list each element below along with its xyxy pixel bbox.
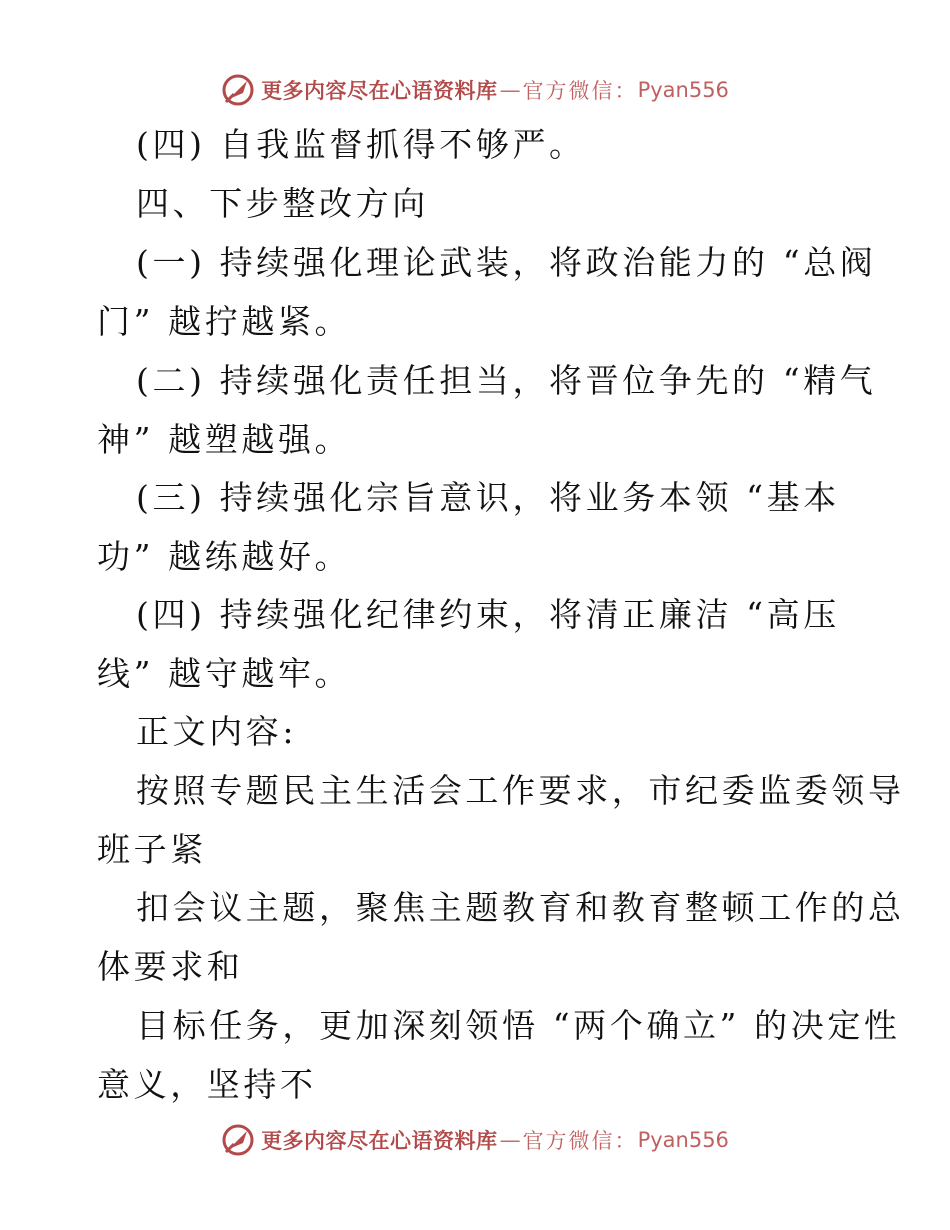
- text-line: (二) 持续强化责任担当，将晋位争先的 “精气: [136, 361, 877, 400]
- watermark-official-label: 官方微信：: [522, 79, 638, 103]
- text-line: 目标任务，更加深刻领悟 “两个确立” 的决定性: [136, 1006, 901, 1045]
- watermark-dash: —: [499, 1128, 521, 1152]
- text-line: 正文内容:: [136, 712, 298, 751]
- text-line: 线” 越守越牢。: [97, 654, 352, 693]
- quill-logo-icon: [221, 1123, 255, 1157]
- watermark-official-label: 官方微信：: [522, 1129, 638, 1153]
- text-line: 门” 越拧越紧。: [97, 302, 352, 341]
- quill-logo-icon: [221, 73, 255, 107]
- header-watermark: [0, 70, 950, 110]
- text-line: 扣会议主题，聚焦主题教育和教育整顿工作的总: [136, 888, 905, 927]
- text-line: (一) 持续强化理论武装，将政治能力的 “总阀: [136, 243, 877, 282]
- text-line: (四) 持续强化纪律约束，将清正廉洁 “高压: [136, 595, 840, 634]
- watermark-wechat-id: Pyan556: [637, 1128, 729, 1152]
- text-line: 功” 越练越好。: [97, 537, 352, 576]
- watermark-dash: —: [499, 78, 521, 102]
- footer-watermark: [0, 1120, 950, 1160]
- watermark-main-text: 更多内容尽在心语资料库: [261, 1129, 498, 1153]
- watermark-main-text: 更多内容尽在心语资料库: [261, 79, 498, 103]
- text-line: 班子紧: [97, 830, 207, 869]
- text-line: 神” 越塑越强。: [97, 420, 352, 459]
- watermark-wechat-id: Pyan556: [637, 78, 729, 102]
- text-line: (四) 自我监督抓得不够严。: [136, 125, 586, 164]
- text-line: 体要求和: [97, 947, 244, 986]
- text-line: (三) 持续强化宗旨意识，将业务本领 “基本: [136, 478, 840, 517]
- text-line: 意义，坚持不: [97, 1065, 317, 1104]
- text-line: 按照专题民主生活会工作要求，市纪委监委领导: [136, 771, 905, 810]
- section-heading: 四、下步整改方向: [136, 184, 429, 223]
